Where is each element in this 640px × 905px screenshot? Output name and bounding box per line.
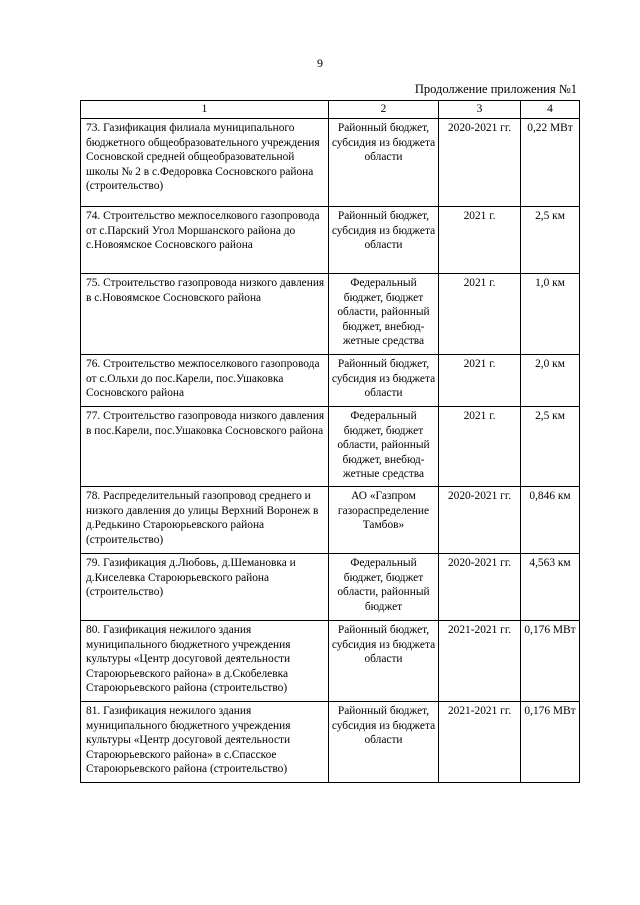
- header-cell-4: 4: [521, 101, 580, 119]
- row-funding-source: Районный бюджет, субсидия из бюджета области: [329, 207, 439, 274]
- row-value: 0,846 км: [521, 487, 580, 554]
- header-cell-1: 1: [81, 101, 329, 119]
- row-description: 76. Строительство межпоселкового газопровода от с.Ольхи до пос.Карели, пос.Ушаковка Сосновского района: [81, 355, 329, 407]
- row-description: 79. Газификация д.Любовь, д.Шемановка и д.Киселевка Староюрьевского района (строительство): [81, 554, 329, 621]
- appendix-table: [80, 100, 580, 783]
- table-row: [81, 621, 580, 702]
- page-number: 9: [317, 56, 323, 70]
- continuation-note: Продолжение приложения №1: [414, 82, 577, 96]
- row-funding-source: Районный бюджет, субсидия из бюджета области: [329, 119, 439, 207]
- row-description: 80. Газификация нежилого здания муниципального бюджетного учреждения культуры «Центр досуговой деятельности Староюрьевского района» в д.Скобелевка Староюрьевского района (строительство): [81, 621, 329, 702]
- table-row: [81, 407, 580, 487]
- row-value: 2,5 км: [521, 207, 580, 274]
- table-row: [81, 207, 580, 274]
- row-description: 81. Газификация нежилого здания муниципального бюджетного учреждения культуры «Центр досуговой деятельности Староюрьевского района» в с.Спасское Староюрьевского района (строительство): [81, 702, 329, 783]
- row-description: 73. Газификация филиала муниципального бюджетного общеобразовательного учреждения Сосновской средней общеобразовательной школы № 2 в с.Федоровка Сосновского района (строительство): [81, 119, 329, 207]
- table-row: [81, 554, 580, 621]
- row-period: 2021-2021 гг.: [439, 702, 521, 783]
- row-value: 0,176 МВт: [521, 702, 580, 783]
- row-value: 2,0 км: [521, 355, 580, 407]
- row-value: 0,176 МВт: [521, 621, 580, 702]
- row-funding-source: АО «Газпром газораспределение Тамбов»: [329, 487, 439, 554]
- row-funding-source: Федеральный бюджет, бюджет области, районный бюджет, внебюд-жетные средства: [329, 274, 439, 355]
- table-row: [81, 702, 580, 783]
- row-value: 0,22 МВт: [521, 119, 580, 207]
- row-description: 77. Строительство газопровода низкого давления в пос.Карели, пос.Ушаковка Сосновского района: [81, 407, 329, 487]
- row-funding-source: Районный бюджет, субсидия из бюджета области: [329, 702, 439, 783]
- row-description: 75. Строительство газопровода низкого давления в с.Новоямское Сосновского района: [81, 274, 329, 355]
- header-cell-3: 3: [439, 101, 521, 119]
- header-cell-2: 2: [329, 101, 439, 119]
- row-description: 78. Распределительный газопровод среднего и низкого давления до улицы Верхний Воронеж в д.Редькино Староюрьевского района (строительство): [81, 487, 329, 554]
- row-period: 2021 г.: [439, 407, 521, 487]
- table-row: [81, 119, 580, 207]
- table-row: [81, 355, 580, 407]
- row-funding-source: Федеральный бюджет, бюджет области, районный бюджет: [329, 554, 439, 621]
- row-period: 2021-2021 гг.: [439, 621, 521, 702]
- row-funding-source: Федеральный бюджет, бюджет области, районный бюджет, внебюд-жетные средства: [329, 407, 439, 487]
- table-row: [81, 487, 580, 554]
- row-period: 2020-2021 гг.: [439, 119, 521, 207]
- row-funding-source: Районный бюджет, субсидия из бюджета области: [329, 621, 439, 702]
- row-period: 2021 г.: [439, 207, 521, 274]
- row-funding-source: Районный бюджет, субсидия из бюджета области: [329, 355, 439, 407]
- row-period: 2021 г.: [439, 274, 521, 355]
- row-period: 2020-2021 гг.: [439, 554, 521, 621]
- row-value: 2,5 км: [521, 407, 580, 487]
- row-value: 1,0 км: [521, 274, 580, 355]
- row-period: 2021 г.: [439, 355, 521, 407]
- header-row: [81, 101, 580, 119]
- row-value: 4,563 км: [521, 554, 580, 621]
- row-period: 2020-2021 гг.: [439, 487, 521, 554]
- row-description: 74. Строительство межпоселкового газопровода от с.Парский Угол Моршанского района до с.Новоямское Сосновского района: [81, 207, 329, 274]
- table-row: [81, 274, 580, 355]
